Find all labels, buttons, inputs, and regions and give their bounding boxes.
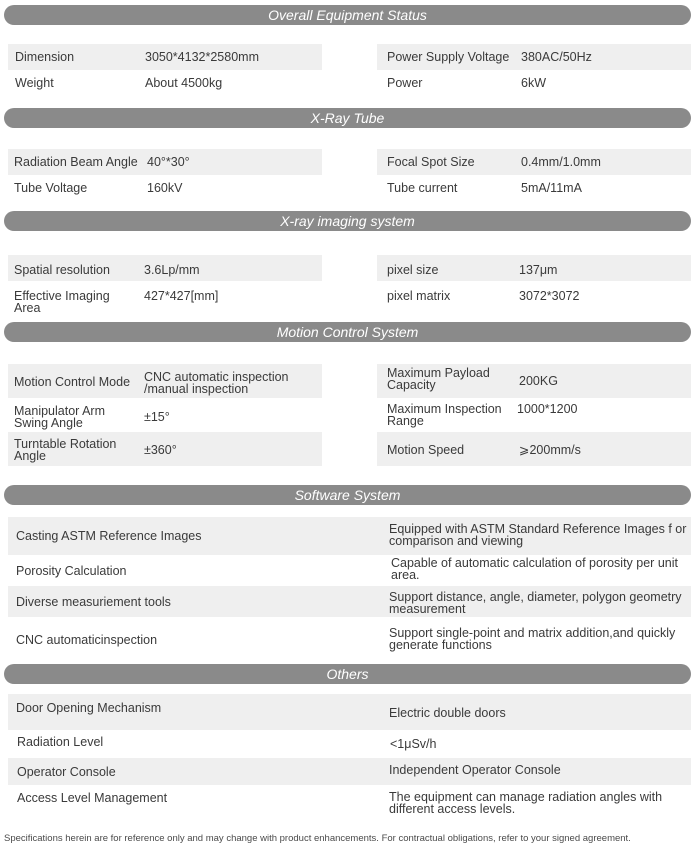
spec-value: 0.4mm/1.0mm bbox=[521, 155, 601, 169]
spec-label: Maximum Payload Capacity bbox=[387, 366, 490, 392]
spec-value: 427*427[mm] bbox=[144, 289, 219, 303]
spec-value: <1μSv/h bbox=[390, 737, 437, 751]
spec-value: 6kW bbox=[521, 76, 546, 90]
spec-value: 160kV bbox=[147, 181, 183, 195]
section-header-motion: Motion Control System bbox=[4, 322, 691, 342]
spec-label: Operator Console bbox=[17, 765, 116, 779]
spec-label: Tube Voltage bbox=[14, 181, 88, 195]
spec-label: CNC automaticinspection bbox=[16, 633, 158, 647]
spec-value: ⩾200mm/s bbox=[519, 443, 581, 457]
spec-label: Manipulator Arm Swing Angle bbox=[14, 404, 106, 430]
spec-value: Support single-point and matrix addition,and quickly generate functions bbox=[389, 626, 676, 652]
spec-value: 3072*3072 bbox=[519, 289, 580, 303]
spec-label: Tube current bbox=[387, 181, 458, 195]
spec-value: About 4500kg bbox=[145, 76, 223, 90]
spec-value: CNC automatic inspection /manual inspection bbox=[144, 370, 289, 396]
spec-value: 3.6Lp/mm bbox=[144, 263, 200, 277]
spec-label: Weight bbox=[15, 76, 54, 90]
spec-label: Diverse measuriement tools bbox=[16, 595, 171, 609]
spec-value: 200KG bbox=[519, 374, 558, 388]
spec-label: Dimension bbox=[15, 50, 75, 64]
spec-value: 1000*1200 bbox=[517, 402, 578, 416]
spec-label: Door Opening Mechanism bbox=[16, 701, 162, 715]
spec-value: 3050*4132*2580mm bbox=[145, 50, 259, 64]
spec-value: Equipped with ASTM Standard Reference Images f or comparison and viewing bbox=[389, 522, 687, 548]
footer-disclaimer: Specifications herein are for reference only and may change with product enhancements. For contractual obligations, refer to your signed agreement. bbox=[4, 833, 631, 844]
spec-label: Access Level Management bbox=[17, 791, 168, 805]
section-header-overall: Overall Equipment Status bbox=[4, 5, 691, 25]
spec-value: Independent Operator Console bbox=[389, 763, 561, 777]
spec-label: Power Supply Voltage bbox=[387, 50, 510, 64]
spec-value: 137μm bbox=[519, 263, 558, 277]
spec-value: Capable of automatic calculation of porosity per unit area. bbox=[391, 556, 678, 582]
spec-label: Porosity Calculation bbox=[16, 564, 127, 578]
spec-value: 5mA/11mA bbox=[521, 181, 582, 195]
section-header-imaging: X-ray imaging system bbox=[4, 211, 691, 231]
spec-value: 40°*30° bbox=[147, 155, 190, 169]
spec-label: Maximum Inspection Range bbox=[387, 402, 502, 428]
spec-value: Support distance, angle, diameter, polygon geometry measurement bbox=[389, 590, 682, 616]
spec-label: Effective Imaging Area bbox=[14, 289, 110, 315]
spec-label: Turntable Rotation Angle bbox=[14, 437, 117, 463]
spec-value: 380AC/50Hz bbox=[521, 50, 592, 64]
spec-label: Motion Control Mode bbox=[14, 375, 131, 389]
spec-label: Spatial resolution bbox=[14, 263, 110, 277]
spec-label: pixel size bbox=[387, 263, 439, 277]
spec-value: ±360° bbox=[144, 443, 177, 457]
spec-label: Casting ASTM Reference Images bbox=[16, 529, 202, 543]
spec-label: Radiation Beam Angle bbox=[14, 155, 138, 169]
section-header-xray-tube: X-Ray Tube bbox=[4, 108, 691, 128]
section-header-others: Others bbox=[4, 664, 691, 684]
spec-value: Electric double doors bbox=[389, 706, 506, 720]
spec-value: The equipment can manage radiation angles with different access levels. bbox=[389, 790, 663, 816]
section-header-software: Software System bbox=[4, 485, 691, 505]
spec-label: Motion Speed bbox=[387, 443, 465, 457]
spec-label: Focal Spot Size bbox=[387, 155, 475, 169]
spec-label: Power bbox=[387, 76, 423, 90]
spec-label: Radiation Level bbox=[17, 735, 104, 749]
spec-label: pixel matrix bbox=[387, 289, 451, 303]
spec-value: ±15° bbox=[144, 410, 170, 424]
